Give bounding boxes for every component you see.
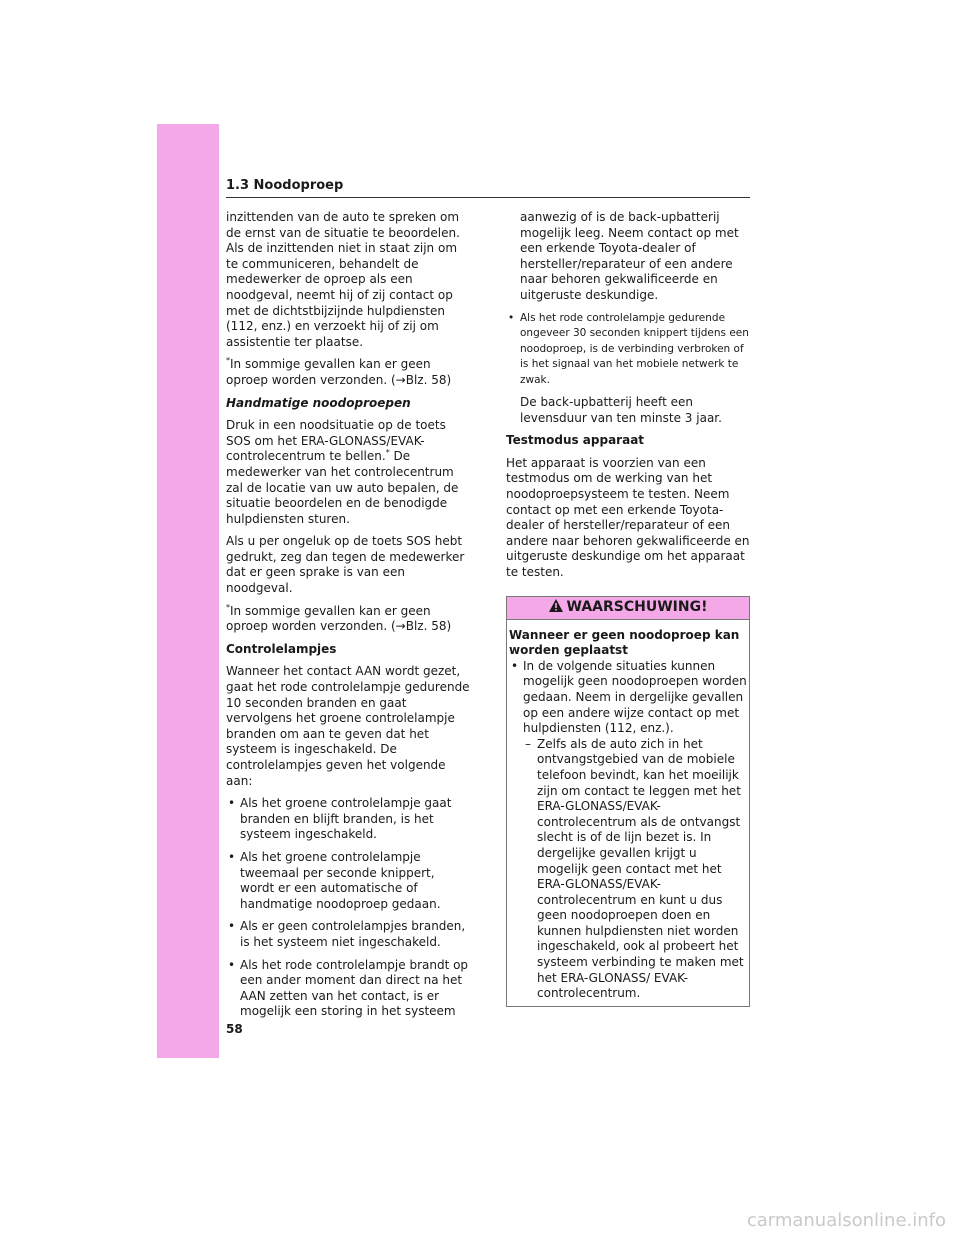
paragraph-lamps: Wanneer het contact AAN wordt gezet, gaat het rode controlelampje gedurende 10 seconden branden en gaat vervolgens het groene controlelampje branden om aan te geven dat het systeem is ingeschakeld. De controlelampjes geven het volgende aan: (226, 664, 470, 788)
left-column (226, 210, 470, 1027)
warning-title: WAARSCHUWING! (566, 598, 708, 615)
list-item: • Als er geen controlelampjes branden, is het systeem niet ingeschakeld. (226, 919, 470, 950)
list-item: • Als het groene controlelampje gaat branden en blijft branden, is het systeem ingeschakeld. (226, 796, 470, 843)
paragraph-intro: inzittenden van de auto te spreken om de ernst van de situatie te beoordelen. Als de inzittenden niet in staat zijn om te communiceren, behandelt de medewerker de oproep als een noodgeval, neemt hij of zij contact op met de dichtstbijzijnde hulpdiensten (112, enz.) en verzoekt hij of zij om assistentie ter plaatse. (226, 210, 460, 349)
paragraph-test-mode: Het apparaat is voorzien van een testmodus om de werking van het noodoproepsysteem te testen. Neem contact op met een erkende Toyota-dealer of hersteller/reparateur of een andere naar behoren gekwalificeerde en uitgeruste deskundige om het apparaat te testen. (506, 455, 750, 579)
footnote-star: * (385, 448, 390, 458)
manual-text-a: Druk in een noodsituatie op de toets SOS om het ERA-GLONASS/EVAK-controlecentrum te bellen. (226, 418, 446, 464)
section-title: 1.3 Noodoproep (226, 178, 344, 193)
warning-body (507, 620, 749, 1006)
list-item: • Als het rode controlelampje brandt op een ander moment dan direct na het AAN zetten van het contact, is er mogelijk een storing in het systeem (226, 958, 470, 1020)
footnote-1 (226, 357, 470, 388)
paragraph-manual (226, 418, 470, 527)
right-column (506, 210, 750, 1007)
warning-triangle-icon (549, 599, 563, 617)
footnote-star: * (226, 356, 230, 366)
heading-test-mode: Testmodus apparaat (506, 433, 645, 448)
page-number: 58 (226, 1022, 243, 1036)
footnote-star: * (226, 602, 230, 612)
footnote-2 (226, 604, 470, 635)
heading-indicator-lamps: Controlelampjes (226, 641, 337, 656)
footnote-text: In sommige gevallen kan er geen oproep worden verzonden. (→Blz. 58) (226, 603, 452, 634)
heading-manual-calls: Handmatige noodoproepen (226, 395, 411, 410)
list-item: • Als het groene controlelampje tweemaal per seconde knippert, wordt er een automatische of handmatige noodoproep gedaan. (226, 850, 470, 912)
paragraph-accidental: Als u per ongeluk op de toets SOS hebt gedrukt, zeg dan tegen de medewerker dat er geen sprake is van een noodgeval. (226, 534, 465, 596)
paragraph-continued: aanwezig of is de back-upbatterij mogelijk leeg. Neem contact op met een erkende Toyota-dealer of hersteller/reparateur of een andere naar behoren gekwalificeerde en uitgeruste deskundige. (520, 210, 739, 302)
warning-header (507, 597, 749, 620)
section-header (226, 178, 750, 198)
warning-dash-item: – Zelfs als de auto zich in het ontvangstgebied van de mobiele telefoon bevindt, kan het moeilijk zijn om contact te leggen met het ERA-GLONASS/EVAK-controlecentrum als de ontvangst slecht is of de lijn bezet is. In dergelijke gevallen krijgt u mogelijk geen contact met het ERA-GLONASS/EVAK-controlecentrum en kunt u dus geen noodoproepen doen en kunnen hulpdiensten niet worden ingeschakeld, ook al probeert het systeem verbinding te maken met het ERA-GLONASS/ EVAK-controlecentrum. (509, 737, 747, 1002)
warning-subheading: Wanneer er geen noodoproep kan worden geplaatst (509, 627, 740, 658)
watermark: carmanualsonline.info (746, 1210, 946, 1231)
manual-text-b: De medewerker van het controlecentrum zal de locatie van uw auto bepalen, de situatie beoordelen en de benodigde hulpdiensten sturen. (226, 449, 459, 526)
warning-bullet: • In de volgende situaties kunnen mogelijk geen noodoproepen worden gedaan. Neem in dergelijke gevallen op een andere wijze contact op met hulpdiensten (112, enz.). (509, 659, 747, 737)
side-color-band (157, 124, 219, 1058)
footnote-text: In sommige gevallen kan er geen oproep worden verzonden. (→Blz. 58) (226, 357, 452, 387)
warning-box (506, 596, 750, 1007)
paragraph-battery: De back-upbatterij heeft een levensduur van ten minste 3 jaar. (520, 395, 722, 425)
list-item-small: • Als het rode controlelampje gedurende ongeveer 30 seconden knippert tijdens een noodoproep, is de verbinding verbroken of is het signaal van het mobiele netwerk te zwak. (506, 311, 750, 389)
